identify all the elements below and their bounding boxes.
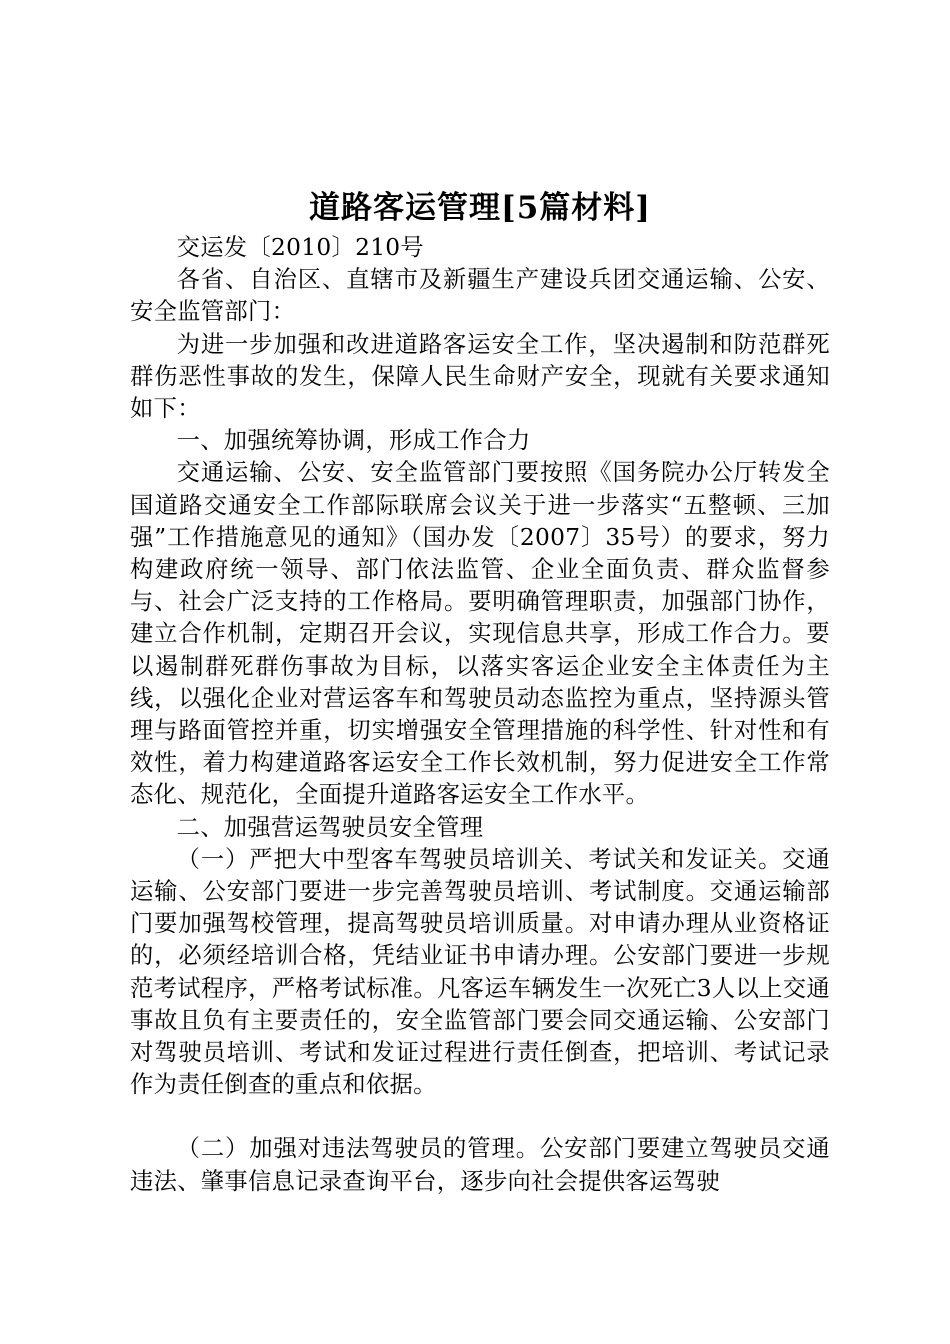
section-heading-1: 一、加强统筹协调，形成工作合力 [176,427,531,455]
body-paragraph: （二）加强对违法驾驶员的管理。公安部门要建立驾驶员交通违法、肇事信息记录查询平台，逐步向社会提供客运驾驶 [130,1135,830,1195]
document-title: 道路客运管理[5篇材料] [309,190,651,226]
document-body [130,232,830,1198]
intro-paragraph: 为进一步加强和改进道路客运安全工作，坚决遏制和防范群死群伤恶性事故的发生，保障人民生命财产安全，现就有关要求通知如下： [130,330,830,423]
document-page [130,0,830,1344]
body-paragraph: （一）严把大中型客车驾驶员培训关、考试关和发证关。交通运输、公安部门要进一步完善驾驶员培训、考试制度。交通运输部门要加强驾校管理，提高驾驶员培训质量。对申请办理从业资格证的，必须经培训合格，凭结业证书申请办理。公安部门要进一步规范考试程序，严格考试标准。凡客运车辆发生一次死亡3人以上交通事故且负有主要责任的，安全监管部门要会同交通运输、公安部门对驾驶员培训、考试和发证过程进行责任倒查，把培训、考试记录作为责任倒查的重点和依据。 [130,845,830,1099]
addressee-paragraph: 各省、自治区、直辖市及新疆生产建设兵团交通运输、公安、安全监管部门： [130,266,830,326]
section-heading-2: 二、加强营运驾驶员安全管理 [176,813,484,841]
document-number: 交运发〔2010〕210号 [176,234,425,261]
body-paragraph: 交通运输、公安、安全监管部门要按照《国务院办公厅转发全国道路交通安全工作部际联席会议关于进一步落实“五整顿、三加强”工作措施意见的通知》（国办发〔2007〕35号）的要求，努力构建政府统一领导、部门依法监管、企业全面负责、群众监督参与、社会广泛支持的工作格局。要明确管理职责，加强部门协作，建立合作机制，定期召开会议，实现信息共享，形成工作合力。要以遏制群死群伤事故为目标，以落实客运企业安全主体责任为主线，以强化企业对营运客车和驾驶员动态监控为重点，坚持源头管理与路面管控并重，切实增强安全管理措施的科学性、针对性和有效性，着力构建道路客运安全工作长效机制，努力促进安全工作常态化、规范化，全面提升道路客运安全工作水平。 [130,459,830,809]
